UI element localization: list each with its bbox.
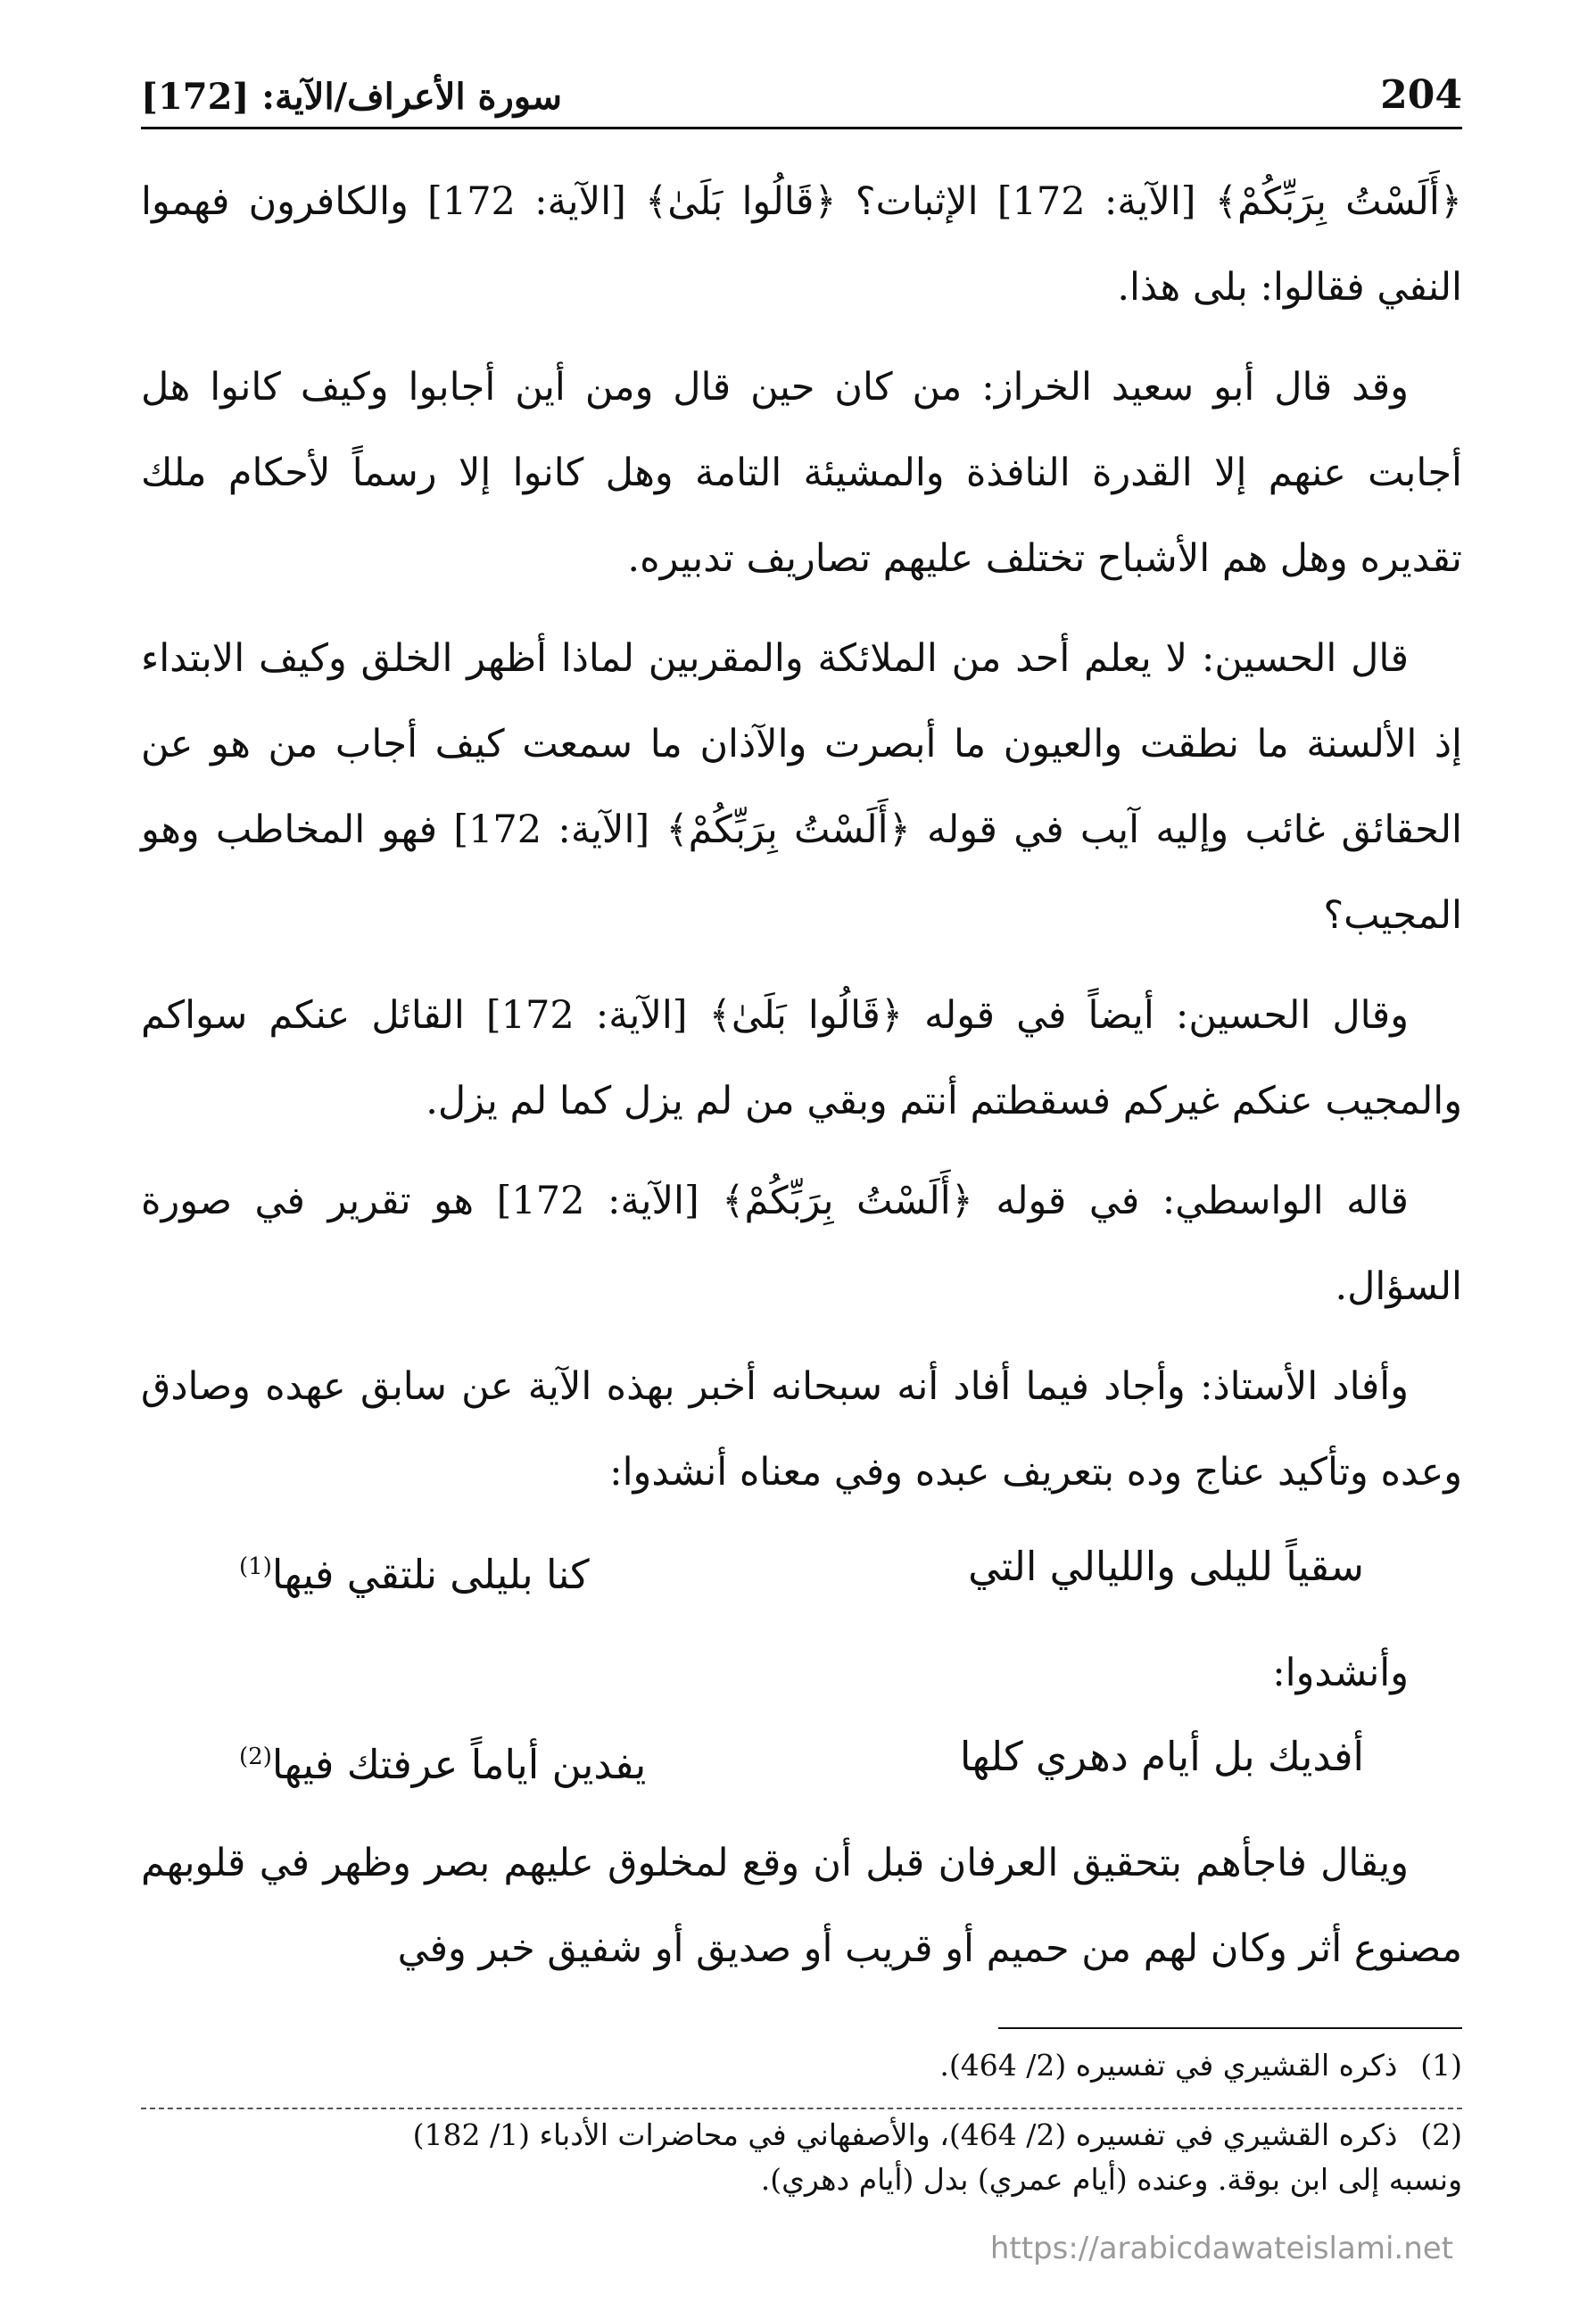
verse-1-second-hemistich: كنا بليلى نلتقي فيها [271, 1551, 590, 1598]
verse-1-first-hemistich: سقياً لليلى والليالي التي [968, 1543, 1364, 1590]
verse-2-second-hemistich-wrap [239, 1712, 646, 1810]
footnote-1-text: ذكره القشيري في تفسيره (2/ 464). [939, 2048, 1398, 2083]
footnote-1 [141, 2043, 1462, 2088]
footnote-2 [141, 2113, 1462, 2158]
footnote-marker-1[interactable]: (1) [239, 1553, 272, 1580]
paragraph-1: ﴿أَلَسْتُ بِرَبِّكُمْ﴾ [الآية: 172] الإثبات؟ ﴿قَالُوا بَلَىٰ﴾ [الآية: 172] والكافرون فهموا النفي فقالوا: بلى هذا. [141, 179, 1463, 310]
footnote-marker-2[interactable]: (2) [239, 1744, 272, 1770]
running-title: سورة الأعراف/الآية: [172] [141, 76, 562, 118]
page-header [141, 55, 1462, 118]
paragraph-2: وقد قال أبو سعيد الخراز: من كان حين قال ومن أين أجابوا وكيف كانوا هل أجابت عنهم إلا القدرة النافذة والمشيئة التامة وهل كانوا إلا رسماً لأحكام ملك تقديره وهل هم الأشباح تختلف عليهم تصاريف تدبيره. [141, 365, 1462, 581]
page-number: 204 [1380, 72, 1462, 118]
paragraph-3: قال الحسين: لا يعلم أحد من الملائكة والمقربين لماذا أظهر الخلق وكيف الابتداء إذ الألسنة ما نطقت والعيون ما أبصرت والآذان ما سمعت كيف أجاب من هو عن الحقائق غائب وإليه آيب في قوله ﴿أَلَسْتُ بِرَبِّكُمْ﴾ [الآية: 172] فهو المخاطب وهو المجيب؟ [141, 636, 1462, 938]
paragraph-7: ويقال فاجأهم بتحقيق العرفان قبل أن وقع لمخلوق عليهم بصر وظهر في قلوبهم مصنوع أثر وكان لهم من حميم أو قريب أو صديق أو شفيق خبر وفي [141, 1841, 1462, 1971]
verse-1 [239, 1522, 1364, 1619]
verse-2 [239, 1712, 1364, 1810]
footnote-2-number: (2) [1420, 2117, 1462, 2152]
verse-1-second-hemistich-wrap [239, 1522, 590, 1619]
header-rule [141, 127, 1462, 129]
verse-2-second-hemistich: يفدين أياماً عرفتك فيها [271, 1741, 647, 1788]
paragraph-4: وقال الحسين: أيضاً في قوله ﴿قَالُوا بَلَىٰ﴾ [الآية: 172] القائل عنكم سواكم والمجيب عنكم غيركم فسقطتم أنتم وبقي من لم يزل كما لم يزل. [141, 993, 1462, 1123]
watermark-url: https://arabicdawateislami.net [989, 2231, 1453, 2266]
footnotes [141, 2043, 1462, 2202]
verse-2-first-hemistich: أفديك بل أيام دهري كلها [959, 1733, 1364, 1780]
paragraph-5: قاله الواسطي: في قوله ﴿أَلَسْتُ بِرَبِّكُمْ﴾ [الآية: 172] هو تقرير في صورة السؤال. [141, 1179, 1462, 1309]
footnote-2-continuation: ونسبه إلى ابن بوقة. وعنده (أيام عمري) بدل (أيام دهري). [760, 2162, 1462, 2197]
footnote-separator [998, 2027, 1462, 2029]
main-text [141, 159, 1462, 2006]
footnote-1-number: (1) [1420, 2048, 1462, 2083]
paragraph-6: وأفاد الأستاذ: وأجاد فيما أفاد أنه سبحانه أخبر بهذه الآية عن سابق عهده وصادق وعده وتأكيد عناج وده بتعريف عبده وفي معناه أنشدوا: [141, 1364, 1462, 1495]
footnote-2-text: ذكره القشيري في تفسيره (2/ 464)، والأصفهاني في محاضرات الأدباء (1/ 182) [412, 2117, 1398, 2152]
verse-intro-label: وأنشدوا: [1272, 1651, 1409, 1695]
